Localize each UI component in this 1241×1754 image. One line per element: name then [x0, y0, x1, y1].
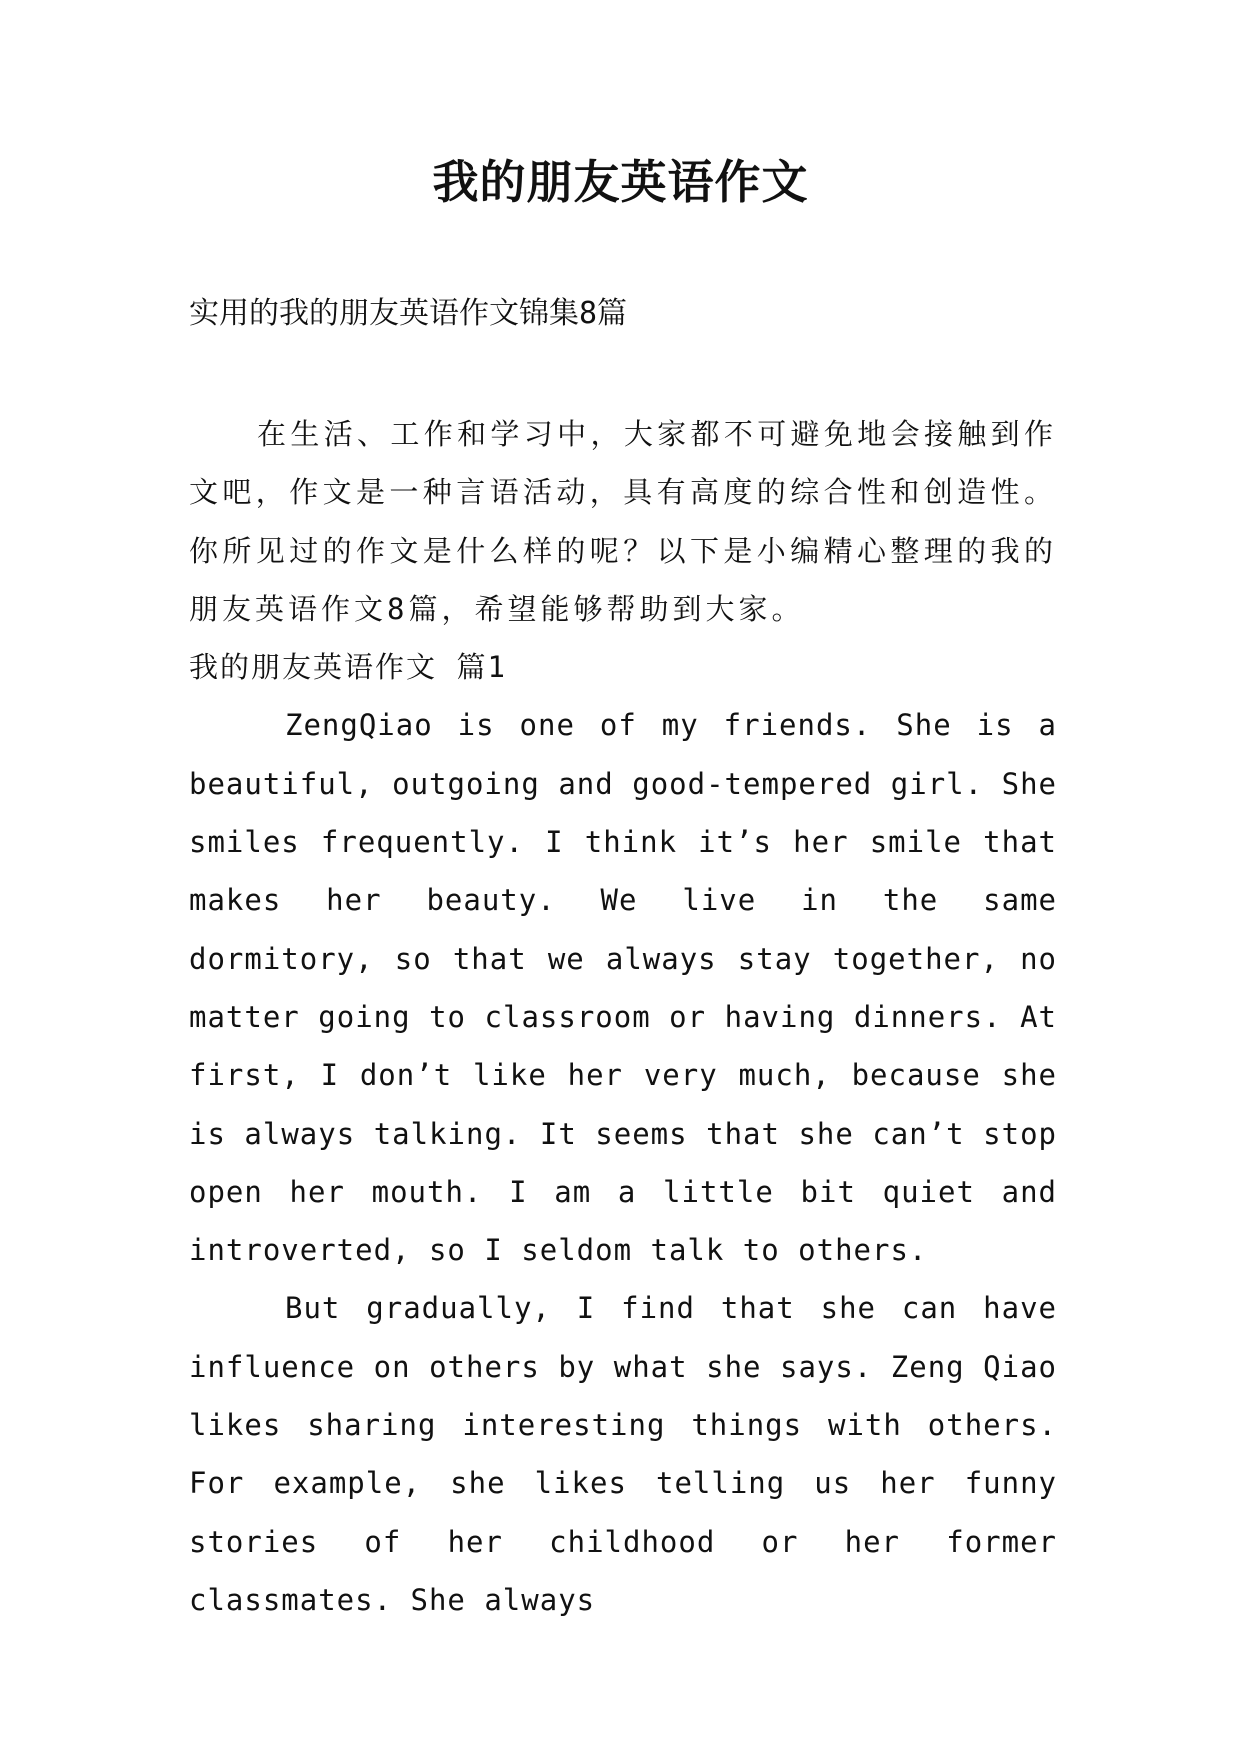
- document-title: 我的朋友英语作文: [432, 155, 809, 209]
- body-paragraph-2: But gradually, I find that she can have influence on others by what she says. Zeng Qiao likes sharing interesting things with others. For example, she likes telling us her funny stories of her childhood or her former classmates. She always: [189, 1291, 1057, 1617]
- document-body: [189, 405, 1057, 1629]
- section-heading: 我的朋友英语作文 篇1: [189, 650, 507, 685]
- document-subtitle: 实用的我的朋友英语作文锦集8篇: [189, 296, 628, 331]
- intro-paragraph: 在生活、工作和学习中，大家都不可避免地会接触到作文吧，作文是一种言语活动，具有高度的综合性和创造性。你所见过的作文是什么样的呢？以下是小编精心整理的我的朋友英语作文8篇，希望能够帮助到大家。: [189, 417, 1057, 626]
- body-paragraph-1: ZengQiao is one of my friends. She is a beautiful, outgoing and good-tempered girl. She smiles frequently. I think it’s her smile that makes her beauty. We live in the same dormitory, so that we always stay together, no matter going to classroom or having dinners. At first, I don’t like her very much, because she is always talking. It seems that she can’t stop open her mouth. I am a little bit quiet and introverted, so I seldom talk to others.: [189, 708, 1057, 1268]
